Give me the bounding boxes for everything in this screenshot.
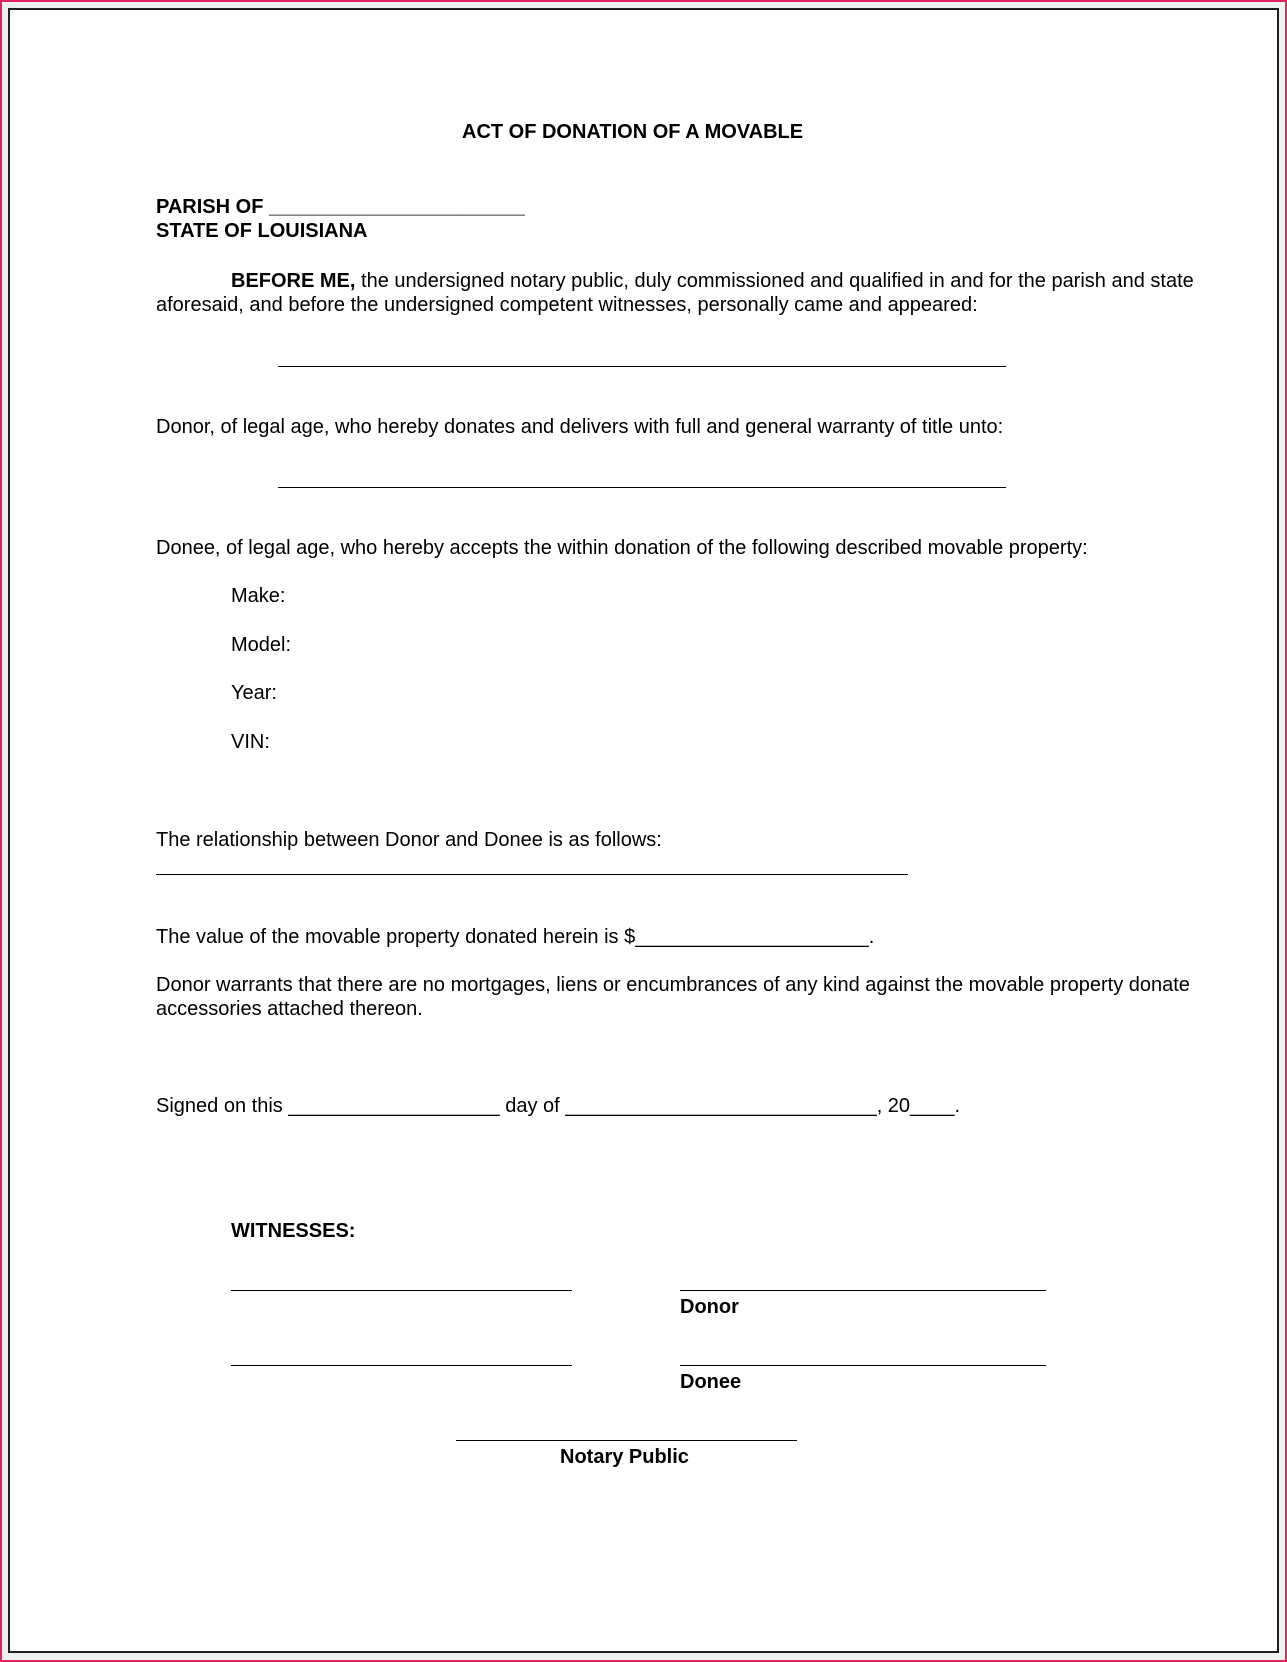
before-me-bold: BEFORE ME, (231, 270, 356, 292)
state-label: STATE OF LOUISIANA (156, 220, 368, 242)
parish-blank[interactable]: _______________________ (268, 196, 525, 218)
before-me-line-2: aforesaid, and before the undersigned competent witnesses, personally came and appeared: (156, 294, 978, 316)
signed-line[interactable]: Signed on this ___________________ day of ____________________________, 20____. (156, 1095, 961, 1117)
notary-signature-line[interactable] (456, 1440, 797, 1441)
donor-signature-line[interactable] (680, 1290, 1046, 1291)
field-make: Make: (231, 585, 286, 607)
donee-clause: Donee, of legal age, who hereby accepts the within donation of the following described movable property: (156, 537, 1088, 559)
before-me-text: the undersigned notary public, duly commissioned and qualified in and for the parish and state (355, 270, 1194, 292)
field-model: Model: (231, 634, 292, 656)
value-line (156, 925, 874, 949)
field-year: Year: (231, 682, 277, 704)
witness-2-signature-line[interactable] (231, 1365, 572, 1366)
parish-line (156, 195, 525, 219)
parish-label: PARISH OF (156, 196, 269, 218)
relationship-blank[interactable] (156, 874, 908, 875)
value-prefix: The value of the movable property donated herein is $ (156, 926, 636, 948)
donee-name-blank[interactable] (278, 487, 1006, 488)
donor-label: Donor (680, 1296, 739, 1318)
document-title: ACT OF DONATION OF A MOVABLE (462, 121, 804, 143)
donor-name-blank[interactable] (278, 366, 1006, 367)
warranty-line-1: Donor warrants that there are no mortgages, liens or encumbrances of any kind against the movable property donate (156, 974, 1190, 996)
notary-label: Notary Public (560, 1446, 689, 1468)
field-vin: VIN: (231, 731, 270, 753)
relationship-text: The relationship between Donor and Donee is as follows: (156, 829, 662, 851)
before-me-line-1 (231, 269, 1194, 293)
value-blank[interactable]: _____________________. (635, 926, 875, 948)
donee-signature-line[interactable] (680, 1365, 1046, 1366)
donor-clause: Donor, of legal age, who hereby donates and delivers with full and general warranty of title unto: (156, 416, 1004, 438)
witness-1-signature-line[interactable] (231, 1290, 572, 1291)
witnesses-label: WITNESSES: (231, 1220, 356, 1242)
donee-label: Donee (680, 1371, 742, 1393)
warranty-line-2: accessories attached thereon. (156, 998, 423, 1020)
